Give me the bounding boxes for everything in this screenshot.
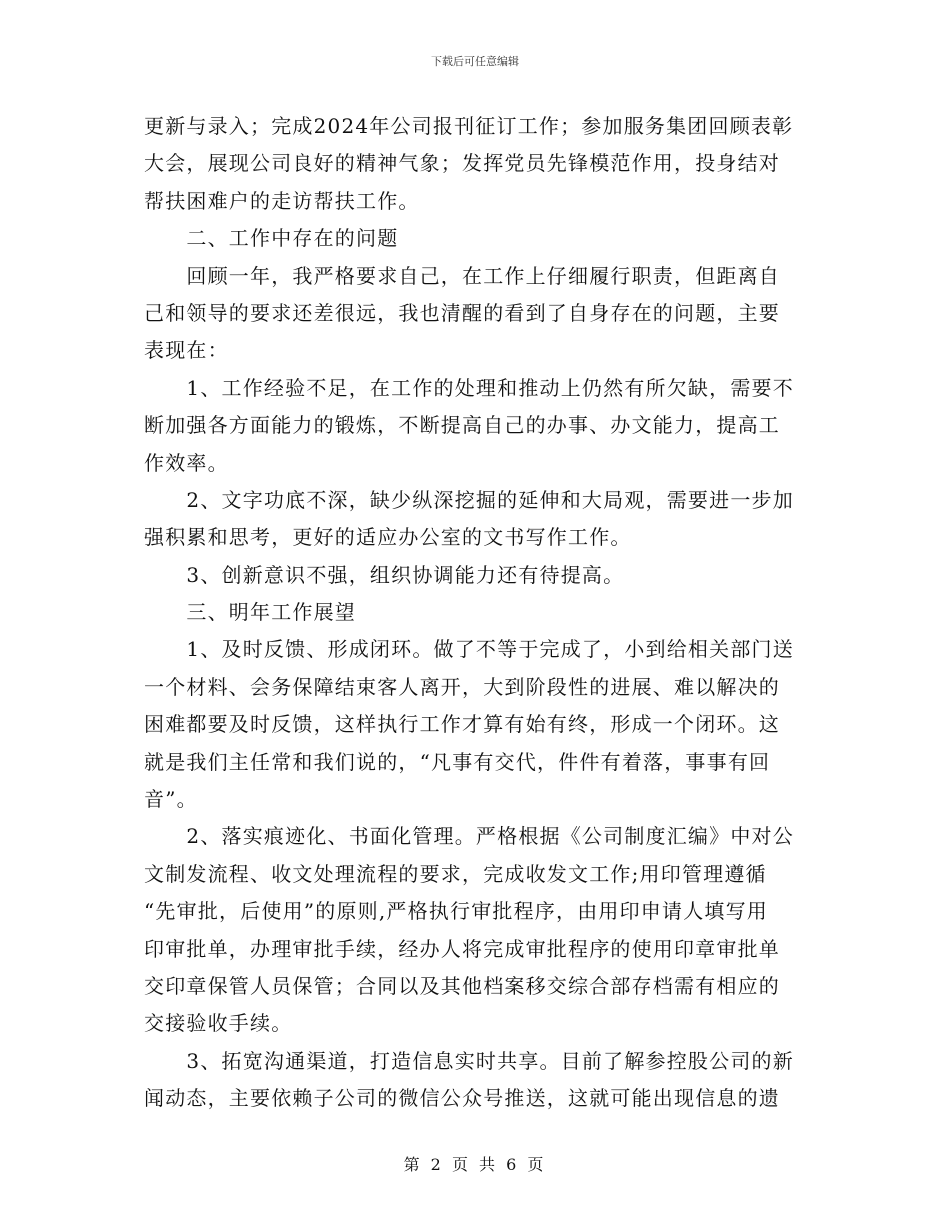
text-line: 一个材料、会务保障结束客人离开，大到阶段性的进展、难以解决的 [144, 674, 780, 699]
text-line: 断加强各方面能力的锻炼，不断提高自己的办事、办文能力，提高工 [144, 413, 780, 438]
text-line: 更新与录入；完成2024年公司报刊征订工作；参加服务集团回顾表彰 [144, 114, 794, 138]
text-line: 印审批单，办理审批手续，经办人将完成审批程序的使用印章审批单 [144, 936, 780, 961]
text-line: 帮扶困难户的走访帮扶工作。 [144, 188, 420, 213]
section-heading: 三、明年工作展望 [144, 600, 356, 625]
document-text [144, 108, 812, 1118]
page-header: 下载后可任意编辑 [431, 55, 519, 68]
text-line: 己和领导的要求还差很远，我也清醒的看到了自身存在的问题，主要 [144, 300, 780, 325]
section-heading: 二、工作中存在的问题 [144, 226, 399, 251]
text-line: 困难都要及时反馈，这样执行工作才算有始有终，形成一个闭环。这 [144, 712, 780, 737]
text-line: 1、及时反馈、形成闭环。做了不等于完成了，小到给相关部门送 [144, 637, 794, 662]
text-line: 回顾一年，我严格要求自己，在工作上仔细履行职责，但距离自 [144, 263, 780, 288]
text-line: 就是我们主任常和我们说的，“凡事有交代，件件有着落，事事有回 [144, 749, 771, 774]
text-line: 交接验收手续。 [144, 1011, 293, 1036]
text-line: 2、落实痕迹化、书面化管理。严格根据《公司制度汇编》中对公 [144, 824, 794, 849]
text-line: 3、拓宽沟通渠道，打造信息实时共享。目前了解参控股公司的新 [144, 1048, 794, 1073]
text-line: 大会，展现公司良好的精神气象；发挥党员先锋模范作用，投身结对 [144, 151, 780, 176]
text-line: 闻动态，主要依赖子公司的微信公众号推送，这就可能出现信息的遗 [144, 1086, 780, 1111]
text-line: 作效率。 [144, 450, 229, 475]
text-line: 2、文字功底不深，缺少纵深挖掘的延伸和大局观，需要进一步加 [144, 487, 794, 512]
text-line: 文制发流程、收文处理流程的要求，完成收发文工作;用印管理遵循 [144, 861, 767, 886]
page-number: 第 2 页 共 6 页 [403, 1155, 547, 1174]
document-body [144, 108, 812, 1118]
text-line: 交印章保管人员保管；合同以及其他档案移交综合部存档需有相应的 [144, 973, 780, 998]
text-line: 强积累和思考，更好的适应办公室的文书写作工作。 [144, 525, 632, 550]
text-line: 1、工作经验不足，在工作的处理和推动上仍然有所欠缺，需要不 [144, 375, 794, 400]
text-line: 3、创新意识不强，组织协调能力还有待提高。 [144, 562, 625, 587]
text-line: 音”。 [144, 787, 198, 812]
text-line: “先审批，后使用”的原则,严格执行审批程序，由用印申请人填写用 [144, 899, 769, 924]
text-line: 表现在： [144, 338, 229, 363]
